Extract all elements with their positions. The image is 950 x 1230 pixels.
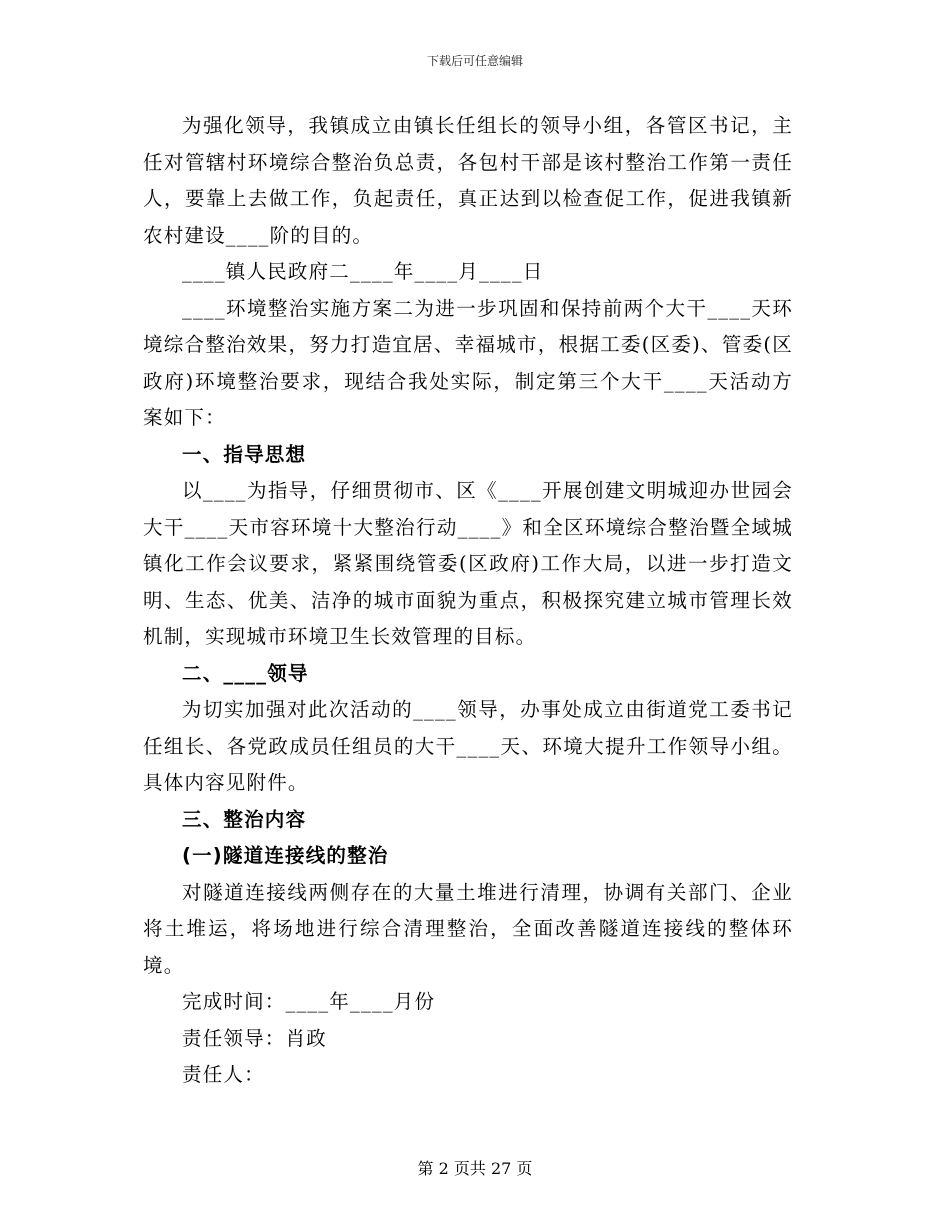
document-body: [143, 108, 793, 1094]
responsible-leader: 责任领导：肖政: [182, 1026, 327, 1050]
subsection-heading-tunnel-connection: (一)隧道连接线的整治: [182, 844, 389, 867]
paragraph-plan-intro: ____环境整治实施方案二为进一步巩固和保持前两个大干____天环境综合整治效果，努力打造宜居、幸福城市，根据工委(区委)、管委(区政府)环境整治要求，现结合我处实际，制定第三个大干____天活动方案如下：: [143, 296, 793, 429]
paragraph-leadership: 为切实加强对此次活动的____领导，办事处成立由街道党工委书记任组长、各党政成员任组员的大干____天、环境大提升工作领导小组。具体内容见附件。: [143, 698, 793, 794]
section-heading-guiding-ideology: 一、指导思想: [182, 442, 307, 466]
paragraph-tunnel-connection: 对隧道连接线两侧存在的大量土堆进行清理，协调有关部门、企业将土堆运，将场地进行综合清理整治，全面改善隧道连接线的整体环境。: [143, 880, 793, 977]
paragraph-leadership-group: 为强化领导，我镇成立由镇长任组长的领导小组，各管区书记，主任对管辖村环境综合整治负总责，各包村干部是该村整治工作第一责任人，要靠上去做工作，负起责任，真正达到以检查促工作，促进我镇新农村建设____阶的目的。: [143, 114, 793, 247]
page-footer: 第 2 页共 27 页: [417, 1159, 533, 1178]
section-heading-rectification-content: 三、整治内容: [182, 807, 307, 831]
section-heading-leadership: 二、____领导: [182, 661, 309, 685]
paragraph-guiding-ideology: 以____为指导，仔细贯彻市、区《____开展创建文明城迎办世园会大干____天市容环境十大整治行动____》和全区环境综合整治暨全域城镇化工作会议要求，紧紧围绕管委(区政府)工作大局，以进一步打造文明、生态、优美、洁净的城市面貌为重点，积极探究建立城市管理长效机制，实现城市环境卫生长效管理的目标。: [143, 479, 793, 648]
paragraph-signature-date: ____镇人民政府二____年____月____日: [182, 260, 544, 283]
completion-time: 完成时间：____年____月份: [182, 990, 436, 1013]
page-header: 下载后可任意编辑: [426, 54, 523, 68]
responsible-person: 责任人：: [182, 1063, 265, 1086]
